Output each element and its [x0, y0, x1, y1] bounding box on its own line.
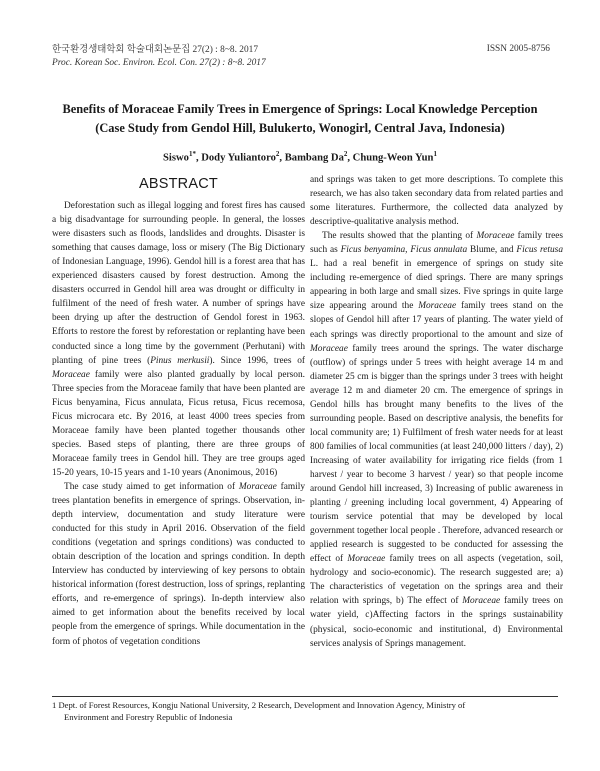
text-run: ). Since 1996, trees of: [209, 355, 305, 366]
text-run: family trees stand on the slopes of Gendol hill after 17 years of planting. The water yield of each springs was directly proportional to the amount and size of: [310, 301, 563, 340]
author-affiliation-mark: 1*: [188, 150, 196, 158]
author-separator: ,: [279, 152, 285, 164]
text-run: L. had a real benefit in emergence of springs on study site including re-emergence of died springs. There are many springs appearing in both large and small sizes. Five springs in quite large size appearing around the: [310, 259, 563, 312]
italic-run: Ficus retusa: [516, 245, 563, 256]
abstract-paragraph: [52, 480, 305, 649]
text-run: Blume, and: [467, 245, 517, 256]
italic-run: Moraceae: [462, 596, 501, 607]
paper-title-line1: Benefits of Moraceae Family Trees in Emergence of Springs: Local Knowledge Perception: [62, 102, 538, 116]
italic-run: Ficus benyamina, Ficus annulata: [340, 245, 468, 256]
left-column: [52, 177, 305, 649]
text-run: Deforestation such as illegal logging and forest fires has caused a big disadvantage for surrounding people. In general, the losses were disasters such as floods, landslides and droughts. Disaster is something that causes damage, loss or misery (The Big Dictionary of Indonesian Language, 1996). Gendol hill is a forest area that has experienced disasters caused by forest destruction. Among the disasters occurred in Gendol hill area was drought or difficulty in fulfilment of the need of fresh water. A number of springs have been drying up after the destruction of Gendol forest in 1963. Efforts to restore the forest by reforestation or replanting have been conducted since a long time by the government (Perhutani) with planting of pine trees (: [52, 201, 305, 366]
journal-header: [52, 44, 266, 69]
footnote-line: Environment and Forestry Republic of Indonesia: [64, 711, 233, 722]
author-list: [0, 150, 600, 164]
paper-title-line2: (Case Study from Gendol Hill, Bulukerto, Wonogirl, Central Java, Indonesia): [95, 121, 505, 135]
issn: ISSN 2005-8756: [486, 44, 550, 54]
journal-header-english: Proc. Korean Soc. Environ. Ecol. Con. 27(2) : 8~8. 2017: [52, 57, 266, 68]
right-column: [310, 173, 563, 651]
author-affiliation-mark: 2: [343, 150, 348, 158]
abstract-heading: ABSTRACT: [139, 176, 218, 192]
italic-run: Moraceae: [238, 481, 277, 492]
author-separator: ,: [347, 152, 353, 164]
author-name: Bambang Da: [284, 152, 344, 164]
italic-run: Moraceae: [310, 343, 348, 354]
abstract-paragraph: [52, 199, 305, 480]
author-name: Dody Yuliantoro: [201, 152, 276, 164]
author-affiliation-mark: 2: [275, 150, 280, 158]
abstract-paragraph: and springs was taken to get more descriptions. To complete this research, we has also taken secondary data from related parties and some literatures. Furthermore, the collected data analyzed by descriptive-qualitative analysis method.: [310, 175, 563, 228]
italic-run: Pinus merkusii: [150, 355, 210, 366]
author-affiliation-mark: 1: [433, 150, 437, 158]
italic-run: Moraceae: [52, 369, 90, 380]
text-run: family trees on water yield, c)Affecting factors in the springs sustainability (physical, socio-economic and institutional, d) Environmental services analysis of Springs management.: [310, 596, 563, 649]
italic-run: Moraceae: [476, 231, 515, 242]
text-run: The results showed that the planting of: [322, 231, 477, 242]
footnote-divider: [52, 696, 558, 697]
footnote-line: 1 Dept. of Forest Resources, Kongju National University, 2 Research, Development and Innovation Agency, Ministry of: [52, 700, 466, 710]
italic-run: Moraceae: [347, 554, 386, 565]
italic-run: Moraceae: [418, 301, 457, 312]
text-run: family trees around the springs. The water discharge (outflow) of springs under 5 trees with height average 14 m and diameter 25 cm is bigger than the springs under 3 trees with height average 12 m and diameter 20 cm. The emergence of springs in Gendol hills has brought many benefits to the lives of the surrounding people. Based on descriptive analysis, the benefits for local community are; 1) Fulfilment of fresh water needs for at least 800 families of local communities (at least 240,000 litters / day), 2) Increasing of water availability for irrigating rice fields (from 1 harvest / year to become 3 harvest / year) so that people income around Gendol hill increased, 3) Increasing of public awareness in planting / greening including local government, 4) Appearing of tourism service potential that may be developed by local government together local people . Therefore, advanced research or applied research is suggested to be conducted for assessing the effect of: [310, 343, 563, 565]
author-separator: ,: [195, 152, 202, 164]
author-name: Chung-Weon Yun: [352, 152, 434, 164]
paper-title: [0, 100, 600, 138]
abstract-paragraph: [310, 229, 563, 650]
text-run: family trees on all aspects (vegetation, soil, hydrology and socio-economic). The research suggested are; a) The characteristics of vegetation on the springs area and their relation with springs, b) The effect of: [310, 554, 563, 607]
text-run: family were also planted gradually by local person. Three species from the Moraceae family that have been planted are Ficus benyamina, Ficus annulata, Ficus retusa, Ficus recemosa, Ficus microcara etc. By 2016, at least 4000 trees species from Moraceae family have been planted together thousands other species. Based steps of planting, there are three groups of Moraceae family trees in Gendol hill. They are tree groups aged 15-20 years, 10-15 years and 1-10 years (Anonimous, 2016): [52, 369, 305, 478]
text-run: family trees plantation benefits in emergence of springs. Observation, in-depth interview, documentation and study literature were conducted for this study in April 2016. Observation of the field conditions (vegetation and springs conditions) was conducted to obtain description of the location and springs condition. In depth Interview has conducted by interviewing of key persons to obtain historical information (forest destruction, loss of springs, replanting efforts, and re-emergence of springs). In-depth interview also aimed to get information about the benefits received by local people from the emergence of springs. While documentation in the form of photos of vegetation conditions: [52, 481, 306, 647]
text-run: family trees such as: [310, 231, 564, 256]
author-name: Siswo: [163, 152, 189, 164]
text-run: The case study aimed to get information of: [64, 481, 239, 492]
footnote: [52, 700, 558, 724]
journal-header-korean: 한국환경생태학회 학술대회논문집 27(2) : 8~8. 2017: [52, 45, 259, 55]
